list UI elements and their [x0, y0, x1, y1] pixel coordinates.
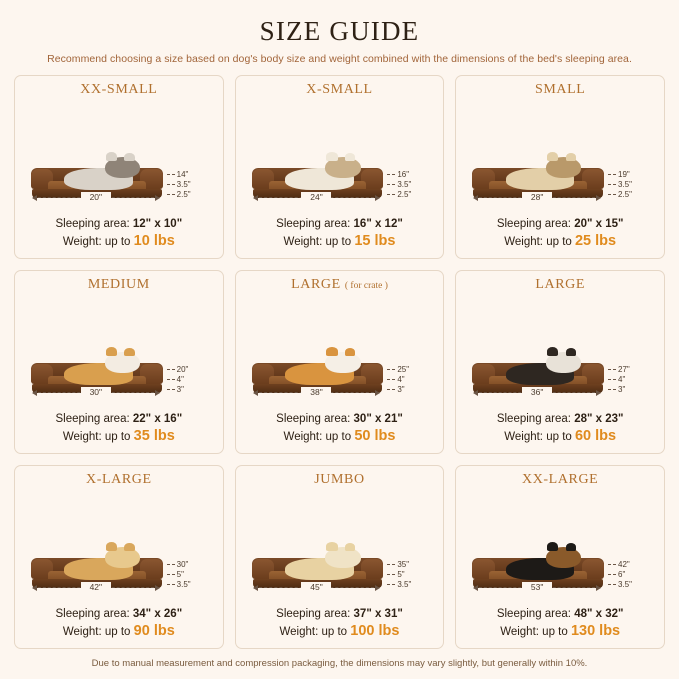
width-dimension: 36" — [522, 387, 552, 397]
depth-dimension: 19" — [606, 170, 654, 180]
sleeping-area-value: 37" x 31" — [353, 608, 403, 620]
width-dimension-line — [33, 387, 159, 403]
weight-value: 100 lbs — [350, 623, 400, 639]
dog-ear-left — [106, 542, 117, 551]
bed-illustration — [244, 100, 436, 214]
size-name: MEDIUM — [87, 277, 150, 292]
sleeping-area-row — [464, 216, 656, 233]
depth-dimension: 14" — [165, 170, 213, 180]
sleeping-area-label: Sleeping area: — [55, 413, 130, 425]
page-subtitle: Recommend choosing a size based on dog's body size and weight combined with the dimensions of the bed's sleeping area. — [47, 53, 632, 65]
size-specs — [244, 216, 436, 251]
width-dimension: 20" — [81, 192, 111, 202]
weight-value: 90 lbs — [133, 623, 175, 639]
weight-label: Weight: — [62, 236, 102, 248]
size-name: X-LARGE — [86, 472, 152, 487]
sleeping-area-value: 34" x 26" — [132, 608, 183, 620]
dog-graphic — [54, 156, 142, 190]
weight-row — [23, 428, 215, 446]
depth-dimension: 27" — [606, 365, 654, 375]
sleeping-area-label: Sleeping area: — [276, 608, 351, 620]
dog-ear-right — [345, 543, 356, 551]
size-card[interactable] — [14, 465, 224, 649]
vertical-dimensions — [606, 365, 654, 395]
weight-label: Weight: — [504, 431, 543, 443]
width-dimension-line — [33, 582, 159, 598]
dog-graphic — [495, 351, 583, 385]
size-specs — [464, 216, 656, 251]
low-height-dimension: 3" — [385, 385, 433, 395]
size-card-title — [23, 472, 215, 488]
size-name: XX-LARGE — [521, 472, 599, 487]
weight-row — [244, 233, 436, 251]
sleeping-area-row — [23, 216, 215, 233]
dog-graphic — [274, 546, 362, 580]
low-height-dimension: 3" — [606, 385, 654, 395]
dog-ear-right — [124, 153, 135, 161]
depth-dimension: 20" — [165, 365, 213, 375]
sleeping-area-row — [464, 411, 656, 428]
weight-value: 50 lbs — [354, 428, 396, 444]
size-card[interactable] — [455, 270, 665, 454]
width-dimension-line — [474, 192, 600, 208]
sleeping-area-label: Sleeping area: — [55, 218, 130, 230]
depth-dimension: 35" — [385, 560, 433, 570]
size-name: LARGE — [535, 277, 585, 292]
size-name: SMALL — [534, 82, 586, 97]
low-height-dimension: 3" — [165, 385, 213, 395]
dog-ear-left — [547, 542, 558, 551]
weight-value: 60 lbs — [574, 428, 617, 444]
size-name: LARGE — [291, 277, 341, 292]
size-card[interactable] — [455, 75, 665, 259]
weight-label: Weight: — [283, 431, 323, 443]
size-card[interactable] — [14, 270, 224, 454]
width-dimension: 42" — [81, 582, 111, 592]
size-card-title — [23, 82, 215, 98]
dog-ear-right — [345, 348, 356, 356]
size-name: XX-SMALL — [80, 82, 158, 97]
mid-height-dimension: 4" — [165, 375, 213, 385]
low-height-dimension: 3.5" — [165, 580, 213, 590]
low-height-dimension: 3.5" — [385, 580, 433, 590]
dog-ear-right — [566, 543, 577, 551]
width-dimension: 28" — [522, 192, 552, 202]
size-specs — [23, 411, 215, 446]
width-dimension: 45" — [301, 582, 331, 592]
vertical-dimensions — [385, 560, 433, 590]
weight-label: Weight: — [279, 626, 319, 638]
weight-label: Weight: — [62, 626, 102, 638]
size-name-suffix: ( for crate ) — [344, 281, 388, 291]
size-specs — [23, 606, 215, 641]
vertical-dimensions — [385, 170, 433, 200]
width-dimension-line — [33, 192, 159, 208]
size-card[interactable] — [235, 465, 445, 649]
vertical-dimensions — [165, 560, 213, 590]
width-dimension: 30" — [81, 387, 111, 397]
mid-height-dimension: 6" — [606, 570, 654, 580]
vertical-dimensions — [606, 560, 654, 590]
weight-row — [464, 233, 656, 251]
size-specs — [464, 411, 656, 446]
dog-graphic — [54, 351, 142, 385]
weight-row — [464, 428, 656, 446]
mid-height-dimension: 4" — [606, 375, 654, 385]
dog-ear-right — [345, 153, 356, 161]
bed-illustration — [23, 295, 215, 409]
vertical-dimensions — [165, 365, 213, 395]
depth-dimension: 42" — [606, 560, 654, 570]
dog-ear-left — [326, 542, 337, 551]
dog-ear-left — [326, 347, 337, 356]
footer-note: Due to manual measurement and compression packaging, the dimensions may vary slightly, but generally within 10%. — [91, 658, 588, 669]
dog-ear-right — [124, 348, 135, 356]
weight-up-to: up to — [542, 626, 568, 638]
weight-row — [464, 623, 656, 641]
dog-ear-right — [566, 348, 577, 356]
weight-row — [244, 623, 436, 641]
width-dimension: 38" — [301, 387, 331, 397]
sleeping-area-value: 22" x 16" — [132, 413, 183, 425]
size-card[interactable] — [14, 75, 224, 259]
size-card[interactable] — [235, 75, 445, 259]
size-specs — [244, 606, 436, 641]
sleeping-area-value: 20" x 15" — [574, 218, 624, 230]
bed-illustration — [464, 490, 656, 604]
sleeping-area-value: 28" x 23" — [574, 413, 624, 425]
width-dimension-line — [254, 387, 380, 403]
depth-dimension: 30" — [165, 560, 213, 570]
weight-label: Weight: — [283, 236, 323, 248]
bed-illustration — [23, 490, 215, 604]
width-dimension-line — [474, 582, 600, 598]
mid-height-dimension: 4" — [385, 375, 433, 385]
sleeping-area-value: 30" x 21" — [353, 413, 403, 425]
size-specs — [23, 216, 215, 251]
weight-value: 25 lbs — [574, 233, 617, 249]
size-card-grid — [14, 75, 665, 649]
weight-up-to: up to — [325, 236, 352, 248]
dog-ear-left — [547, 152, 558, 161]
size-card[interactable] — [235, 270, 445, 454]
weight-value: 15 lbs — [354, 233, 396, 249]
size-card-title — [464, 277, 656, 293]
dog-ear-left — [106, 347, 117, 356]
bed-illustration — [244, 490, 436, 604]
sleeping-area-row — [464, 606, 656, 623]
weight-up-to: up to — [546, 236, 572, 248]
width-dimension-line — [254, 192, 380, 208]
weight-label: Weight: — [500, 626, 539, 638]
bed-illustration — [464, 295, 656, 409]
size-card-title — [244, 472, 436, 488]
width-dimension-line — [254, 582, 380, 598]
weight-up-to: up to — [321, 626, 348, 638]
sleeping-area-label: Sleeping area: — [496, 218, 571, 230]
low-height-dimension: 3.5" — [606, 580, 654, 590]
mid-height-dimension: 5" — [385, 570, 433, 580]
sleeping-area-row — [244, 216, 436, 233]
bed-illustration — [244, 295, 436, 409]
sleeping-area-label: Sleeping area: — [496, 413, 571, 425]
weight-row — [23, 623, 215, 641]
vertical-dimensions — [385, 365, 433, 395]
size-name: JUMBO — [314, 472, 365, 487]
mid-height-dimension: 3.5" — [385, 180, 433, 190]
vertical-dimensions — [165, 170, 213, 200]
sleeping-area-label: Sleeping area: — [55, 608, 130, 620]
weight-label: Weight: — [504, 236, 543, 248]
weight-up-to: up to — [104, 236, 131, 248]
sleeping-area-value: 12" x 10" — [132, 218, 183, 230]
mid-height-dimension: 5" — [165, 570, 213, 580]
size-specs — [244, 411, 436, 446]
sleeping-area-row — [244, 411, 436, 428]
vertical-dimensions — [606, 170, 654, 200]
weight-row — [23, 233, 215, 251]
sleeping-area-value: 16" x 12" — [353, 218, 403, 230]
size-name: X-SMALL — [306, 82, 373, 97]
sleeping-area-row — [23, 606, 215, 623]
dog-graphic — [54, 546, 142, 580]
weight-up-to: up to — [325, 431, 352, 443]
size-specs — [464, 606, 656, 641]
low-height-dimension: 2.5" — [165, 190, 213, 200]
bed-illustration — [23, 100, 215, 214]
size-card[interactable] — [455, 465, 665, 649]
sleeping-area-label: Sleeping area: — [496, 608, 571, 620]
page-title: SIZE GUIDE — [259, 16, 420, 46]
mid-height-dimension: 3.5" — [165, 180, 213, 190]
dog-ear-right — [566, 153, 577, 161]
size-card-title — [464, 472, 656, 488]
sleeping-area-label: Sleeping area: — [276, 218, 351, 230]
weight-up-to: up to — [104, 431, 131, 443]
weight-value: 130 lbs — [570, 623, 621, 639]
width-dimension: 53" — [522, 582, 552, 592]
size-card-title — [244, 82, 436, 98]
weight-value: 10 lbs — [133, 233, 175, 249]
dog-ear-left — [106, 152, 117, 161]
weight-value: 35 lbs — [133, 428, 175, 444]
depth-dimension: 25" — [385, 365, 433, 375]
dog-graphic — [274, 351, 362, 385]
sleeping-area-value: 48" x 32" — [574, 608, 624, 620]
depth-dimension: 16" — [385, 170, 433, 180]
dog-ear-right — [124, 543, 135, 551]
weight-up-to: up to — [546, 431, 572, 443]
low-height-dimension: 2.5" — [606, 190, 654, 200]
bed-illustration — [464, 100, 656, 214]
width-dimension-line — [474, 387, 600, 403]
size-card-title — [23, 277, 215, 293]
dog-graphic — [495, 156, 583, 190]
dog-ear-left — [547, 347, 558, 356]
size-card-title — [464, 82, 656, 98]
low-height-dimension: 2.5" — [385, 190, 433, 200]
dog-graphic — [274, 156, 362, 190]
sleeping-area-row — [244, 606, 436, 623]
weight-label: Weight: — [62, 431, 102, 443]
mid-height-dimension: 3.5" — [606, 180, 654, 190]
sleeping-area-row — [23, 411, 215, 428]
weight-up-to: up to — [104, 626, 131, 638]
width-dimension: 24" — [301, 192, 331, 202]
dog-ear-left — [326, 152, 337, 161]
size-card-title — [244, 277, 436, 293]
sleeping-area-label: Sleeping area: — [276, 413, 351, 425]
dog-graphic — [495, 546, 583, 580]
weight-row — [244, 428, 436, 446]
